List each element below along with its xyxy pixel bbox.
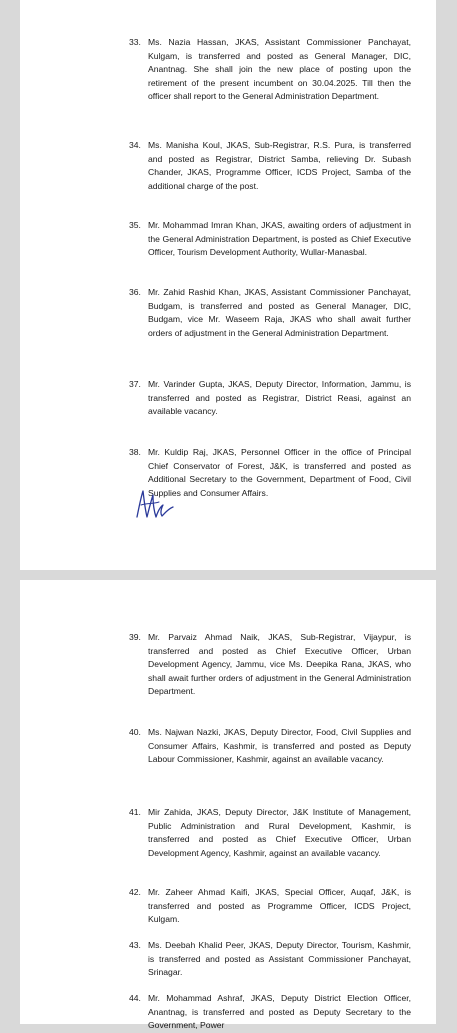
entry-number: 38. (129, 447, 141, 457)
entry-text: Ms. Nazia Hassan, JKAS, Assistant Commissioner Panchayat, Kulgam, is transferred and posted as General Manager, DIC, Anantnag. She shall join the new place of posting upon the retirement of the present incumbent on 30.04.2025. Till then the officer shall report to the General Administration Department. (148, 37, 411, 101)
entry-number: 44. (129, 993, 141, 1003)
entry-text: Mir Zahida, JKAS, Deputy Director, J&K Institute of Management, Public Administration and Rural Development, Kashmir, is transferred and posted as Chief Executive Officer, Urban Development Agency, Kashmir, against an available vacancy. (148, 807, 411, 858)
order-entry-41 (129, 806, 411, 860)
entry-number: 39. (129, 632, 141, 642)
entry-text: Mr. Mohammad Imran Khan, JKAS, awaiting orders of adjustment in the General Administration Department, is posted as Chief Executive Officer, Tourism Development Authority, Wullar-Manasbal. (148, 220, 411, 257)
entry-number: 34. (129, 140, 141, 150)
entry-number: 33. (129, 37, 141, 47)
order-entry-35 (129, 219, 411, 260)
order-entry-38 (129, 446, 411, 500)
order-entry-33 (129, 36, 411, 104)
order-entry-37 (129, 378, 411, 419)
entry-text: Ms. Deebah Khalid Peer, JKAS, Deputy Director, Tourism, Kashmir, is transferred and posted as Assistant Commissioner Panchayat, Srinagar. (148, 940, 411, 977)
order-entry-36 (129, 286, 411, 340)
entry-number: 42. (129, 887, 141, 897)
entry-text: Mr. Zahid Rashid Khan, JKAS, Assistant Commissioner Panchayat, Budgam, is transferred and posted as General Manager, DIC, Budgam, vice Mr. Waseem Raja, JKAS who shall await further orders of adjustment in the General Administration Department. (148, 287, 411, 338)
order-entry-34 (129, 139, 411, 193)
entry-text: Mr. Varinder Gupta, JKAS, Deputy Director, Information, Jammu, is transferred and posted as Registrar, District Reasi, against an available vacancy. (148, 379, 411, 416)
entry-text: Mr. Kuldip Raj, JKAS, Personnel Officer in the office of Principal Chief Conservator of Forest, J&K, is transferred and posted as Additional Secretary to the Government, Department of Food, Civil Supplies and Consumer Affairs. (148, 447, 411, 498)
entry-number: 37. (129, 379, 141, 389)
entry-number: 43. (129, 940, 141, 950)
signature-mark (133, 487, 177, 523)
entry-text: Mr. Mohammad Ashraf, JKAS, Deputy District Election Officer, Anantnag, is transferred and posted as Deputy Secretary to the Government, Power (148, 993, 411, 1030)
order-entry-40 (129, 726, 411, 767)
document-page-2 (20, 580, 436, 1030)
order-entry-39 (129, 631, 411, 699)
entry-text: Mr. Parvaiz Ahmad Naik, JKAS, Sub-Registrar, Vijaypur, is transferred and posted as Chief Executive Officer, Urban Development Agency, Jammu, vice Ms. Deepika Rana, JKAS, who shall await further orders of adjustment in the General Administration Department. (148, 632, 411, 696)
entry-text: Ms. Manisha Koul, JKAS, Sub-Registrar, R.S. Pura, is transferred and posted as Registrar, District Samba, relieving Dr. Subash Chander, JKAS, Programme Officer, ICDS Project, Samba of the additional charge of the post. (148, 140, 411, 191)
document-page-1 (20, 0, 436, 570)
entry-text: Ms. Najwan Nazki, JKAS, Deputy Director, Food, Civil Supplies and Consumer Affairs, Kashmir, is transferred and posted as Deputy Labour Commissioner, Kashmir, against an available vacancy. (148, 727, 411, 764)
entry-number: 36. (129, 287, 141, 297)
order-entry-44 (129, 992, 411, 1033)
order-entry-43 (129, 939, 411, 980)
order-entry-42 (129, 886, 411, 927)
entry-number: 35. (129, 220, 141, 230)
entry-number: 40. (129, 727, 141, 737)
entry-number: 41. (129, 807, 141, 817)
entry-text: Mr. Zaheer Ahmad Kaifi, JKAS, Special Officer, Auqaf, J&K, is transferred and posted as Programme Officer, ICDS Project, Kulgam. (148, 887, 411, 924)
